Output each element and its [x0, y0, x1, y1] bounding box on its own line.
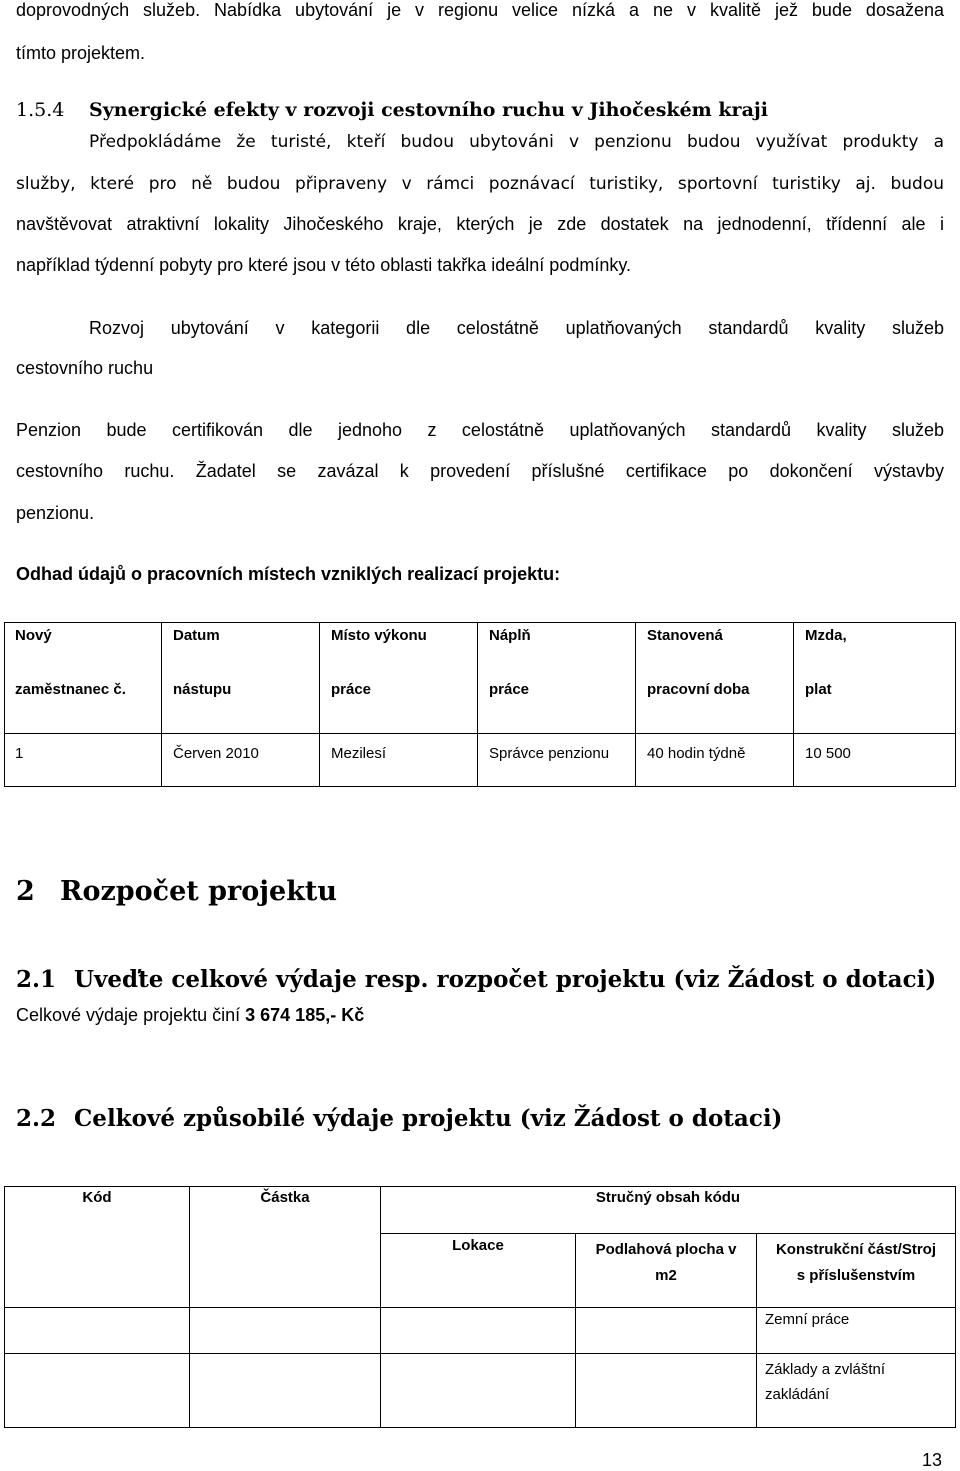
section-paragraph-line-2: služby, které pro ně budou připraveny v rámci poznávací turistiky, sportovní turistiky aj. budou	[16, 174, 944, 194]
eligible-subheader-lokace: Lokace	[381, 1234, 576, 1308]
eligible-item-cell	[757, 1354, 956, 1428]
eligible-cell	[190, 1354, 381, 1428]
jobs-cell: 10 500	[794, 734, 956, 787]
penzion-line-3: penzionu.	[16, 503, 95, 523]
total-expenses	[16, 1005, 364, 1026]
eligible-header-obsah: Stručný obsah kódu	[381, 1187, 956, 1234]
rozvoj-line-1: Rozvoj ubytování v kategorii dle celostátně uplatňovaných standardů kvality služeb	[89, 318, 944, 338]
heading-2-number: 2	[16, 876, 35, 907]
rozvoj-line-2: cestovního ruchu	[16, 358, 154, 378]
jobs-cell: Správce penzionu	[478, 734, 636, 787]
eligible-cell	[5, 1308, 190, 1354]
heading-22-title: Celkové způsobilé výdaje projektu (viz Žádost o dotaci)	[74, 1105, 783, 1132]
eligible-item-cell: Zemní práce	[757, 1308, 956, 1354]
jobs-header-bottom: práce	[331, 681, 372, 698]
jobs-header-cell	[162, 623, 320, 734]
jobs-header-top: Datum	[173, 627, 220, 644]
eligible-header-kod: Kód	[5, 1187, 190, 1308]
intro-line-1: doprovodných služeb. Nabídka ubytování je v regionu velice nízká a ne v kvalitě jež bude dosažena	[16, 0, 944, 20]
heading-22-number: 2.2	[16, 1105, 57, 1132]
jobs-header-top: Náplň	[489, 627, 531, 644]
total-expenses-label: Celkové výdaje projektu činí	[16, 1005, 241, 1025]
eligible-subheader-konstrukce-line1: Konstrukční část/Stroj	[775, 1241, 937, 1258]
eligible-item-line1: Základy a zvláštní	[765, 1361, 886, 1378]
intro-line-2: tímto projektem.	[16, 43, 146, 63]
jobs-header-cell	[478, 623, 636, 734]
eligible-subheader-konstrukce-line2: s příslušenstvím	[796, 1267, 916, 1284]
eligible-subheader-plocha-line2: m2	[655, 1267, 677, 1284]
page-number: 13	[922, 1450, 943, 1470]
jobs-header-bottom: práce	[489, 681, 530, 698]
jobs-header-top: Mzda,	[805, 627, 847, 644]
eligible-expenses-table	[4, 1186, 956, 1428]
total-expenses-value: 3 674 185,- Kč	[245, 1005, 365, 1025]
eligible-cell	[5, 1354, 190, 1428]
jobs-header-cell	[794, 623, 956, 734]
eligible-cell	[381, 1354, 576, 1428]
eligible-item-line2: zakládání	[765, 1386, 830, 1403]
jobs-cell: 40 hodin týdně	[636, 734, 794, 787]
jobs-header-bottom: pracovní doba	[647, 681, 750, 698]
eligible-header-castka: Částka	[190, 1187, 381, 1308]
jobs-header-top: Stanovená	[647, 627, 723, 644]
jobs-cell: Mezilesí	[320, 734, 478, 787]
section-number: 1.5.4	[16, 99, 65, 121]
section-paragraph-line-3: navštěvovat atraktivní lokality Jihočeského kraje, kterých je zde dostatek na jednodenní, třídenní ale i	[16, 214, 944, 234]
heading-2-title: Rozpočet projektu	[60, 876, 338, 907]
jobs-heading: Odhad údajů o pracovních místech vzniklých realizací projektu:	[16, 564, 561, 584]
eligible-subheader-konstrukce	[757, 1234, 956, 1308]
heading-21-number: 2.1	[16, 966, 57, 993]
jobs-header-top: Nový	[15, 627, 52, 644]
jobs-header-cell	[320, 623, 478, 734]
jobs-data-row	[5, 734, 956, 787]
eligible-cell	[576, 1308, 757, 1354]
jobs-table	[4, 622, 956, 787]
heading-21-title: Uveďte celkové výdaje resp. rozpočet projektu (viz Žádost o dotaci)	[74, 966, 937, 993]
eligible-cell	[190, 1308, 381, 1354]
jobs-cell: Červen 2010	[162, 734, 320, 787]
penzion-line-1: Penzion bude certifikován dle jednoho z celostátně uplatňovaných standardů kvality služeb	[16, 420, 944, 440]
jobs-header-row	[5, 623, 956, 734]
jobs-header-top: Místo výkonu	[331, 627, 427, 644]
eligible-cell	[576, 1354, 757, 1428]
section-paragraph-line-1: Předpokládáme že turisté, kteří budou ubytováni v penzionu budou využívat produkty a	[89, 132, 944, 152]
eligible-row	[5, 1354, 956, 1428]
jobs-header-bottom: nástupu	[173, 681, 232, 698]
jobs-cell: 1	[5, 734, 162, 787]
eligible-subheader-plocha	[576, 1234, 757, 1308]
eligible-header-row	[5, 1187, 956, 1234]
section-title: Synergické efekty v rozvoji cestovního ruchu v Jihočeském kraji	[89, 99, 768, 121]
penzion-line-2: cestovního ruchu. Žadatel se zavázal k provedení příslušné certifikace po dokončení výstavby	[16, 461, 944, 481]
eligible-subheader-plocha-line1: Podlahová plocha v	[595, 1241, 737, 1258]
jobs-header-cell	[636, 623, 794, 734]
jobs-header-bottom: zaměstnanec č.	[15, 681, 126, 698]
eligible-row	[5, 1308, 956, 1354]
jobs-header-bottom: plat	[805, 681, 832, 698]
section-paragraph-line-4: například týdenní pobyty pro které jsou v této oblasti takřka ideální podmínky.	[16, 255, 632, 275]
eligible-cell	[381, 1308, 576, 1354]
jobs-header-cell	[5, 623, 162, 734]
